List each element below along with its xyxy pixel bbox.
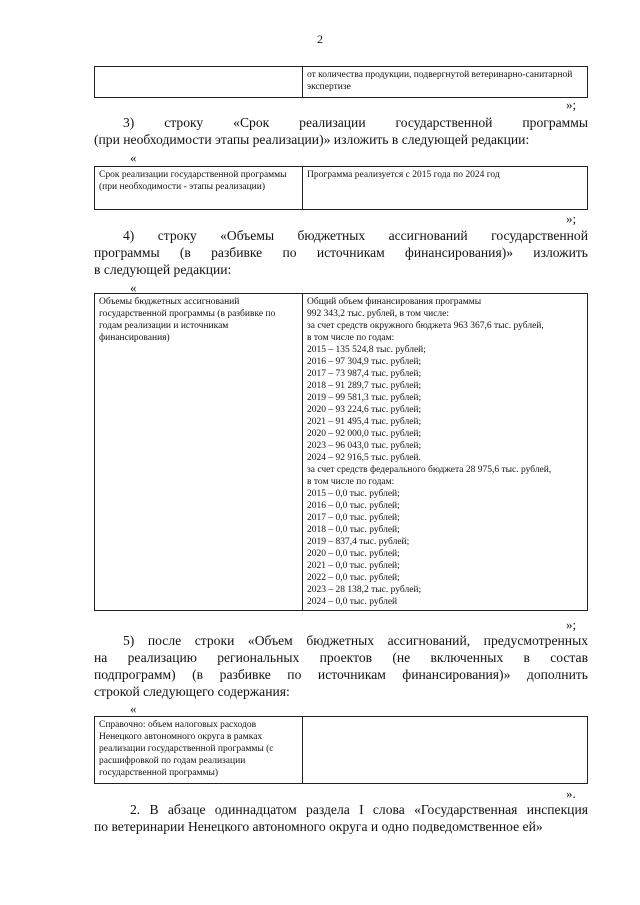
item4-line2: программы (в разбивке по источникам финансирования)» изложить — [94, 245, 588, 260]
closing-quote-1: »; — [566, 97, 577, 112]
top-table-left-cell — [95, 67, 303, 98]
item3-open-quote: « — [130, 150, 137, 165]
funding-line: 2016 – 0,0 тыс. рублей; — [307, 501, 400, 511]
item4-funding-lines — [307, 296, 583, 608]
item2-line1: 2. В абзаце одиннадцатом раздела I слова «Государственная инспекция — [130, 802, 588, 817]
item5-close: ». — [566, 786, 576, 801]
item5-line1: 5) после строки «Объем бюджетных ассигнований, предусмотренных — [123, 633, 588, 648]
funding-line: 2015 – 135 524,8 тыс. рублей; — [307, 345, 426, 355]
funding-line: в том числе по годам: — [307, 477, 395, 487]
item5-line2: на реализацию региональных проектов (не включенных в состав — [94, 650, 588, 665]
funding-line: 2024 – 92 916,5 тыс. рублей. — [307, 453, 421, 463]
item5-left-cell: Справочно: объем налоговых расходов Ненецкого автономного округа в рамках реализации государственной программы (с расшифровкой по годам реализации государственной программы) — [95, 717, 303, 784]
item3-close: »; — [566, 211, 577, 226]
funding-line: 2015 – 0,0 тыс. рублей; — [307, 489, 400, 499]
item3-right-cell: Программа реализуется с 2015 года по 2024 год — [303, 167, 588, 210]
funding-line: 2020 – 92 000,0 тыс. рублей; — [307, 429, 422, 439]
funding-line: за счет средств окружного бюджета 963 367,6 тыс. рублей, — [307, 321, 544, 331]
item4-right-cell — [303, 294, 588, 611]
funding-line: 2021 – 91 495,4 тыс. рублей; — [307, 417, 422, 427]
page-number: 2 — [317, 32, 323, 46]
funding-line: 2016 – 97 304,9 тыс. рублей; — [307, 357, 422, 367]
item5-table — [94, 716, 588, 784]
item2-line2: по ветеринарии Ненецкого автономного округа и одно подведомственное ей» — [94, 819, 543, 834]
funding-line: Общий объем финансирования программы — [307, 297, 482, 307]
funding-line: 2024 – 0,0 тыс. рублей — [307, 597, 398, 607]
item5-line3: подпрограмм) (в разбивке по источникам финансирования)» дополнить — [94, 667, 588, 682]
item4-line1: 4) строку «Объемы бюджетных ассигнований государственной — [123, 228, 588, 243]
item4-left-cell: Объемы бюджетных ассигнований государственной программы (в разбивке по годам реализации и источникам финансирования) — [95, 294, 303, 611]
funding-line: 2023 – 96 043,0 тыс. рублей; — [307, 441, 422, 451]
funding-line: 2023 – 28 138,2 тыс. рублей; — [307, 585, 422, 595]
funding-line: 2017 – 0,0 тыс. рублей; — [307, 513, 400, 523]
item5-open-quote: « — [130, 701, 137, 716]
funding-line: 2017 – 73 987,4 тыс. рублей; — [307, 369, 422, 379]
funding-line: за счет средств федерального бюджета 28 975,6 тыс. рублей, — [307, 465, 552, 475]
funding-line: 2020 – 93 224,6 тыс. рублей; — [307, 405, 422, 415]
item3-line1: 3) строку «Срок реализации государственной программы — [123, 115, 588, 130]
item3-table — [94, 166, 588, 210]
funding-line: 992 343,2 тыс. рублей, в том числе: — [307, 309, 450, 319]
top-table-right-cell: от количества продукции, подвергнутой ветеринарно-санитарной экспертизе — [303, 67, 588, 98]
item3-line2: (при необходимости этапы реализации)» изложить в следующей редакции: — [94, 132, 530, 147]
funding-line: 2019 – 99 581,3 тыс. рублей; — [307, 393, 422, 403]
funding-line: 2018 – 91 289,7 тыс. рублей; — [307, 381, 422, 391]
item4-table — [94, 293, 588, 611]
funding-line: 2020 – 0,0 тыс. рублей; — [307, 549, 400, 559]
item3-left-cell: Срок реализации государственной программы (при необходимости - этапы реализации) — [95, 167, 303, 210]
item5-right-cell — [303, 717, 588, 784]
item5-line4: строкой следующего содержания: — [94, 684, 290, 699]
item4-open-quote: « — [130, 280, 137, 295]
top-table — [94, 66, 588, 98]
funding-line: 2022 – 0,0 тыс. рублей; — [307, 573, 400, 583]
funding-line: 2021 – 0,0 тыс. рублей; — [307, 561, 400, 571]
funding-line: в том числе по годам: — [307, 333, 395, 343]
funding-line: 2019 – 837,4 тыс. рублей; — [307, 537, 410, 547]
funding-line: 2018 – 0,0 тыс. рублей; — [307, 525, 400, 535]
item4-close: »; — [566, 617, 577, 632]
item4-line3: в следующей редакции: — [94, 262, 232, 277]
